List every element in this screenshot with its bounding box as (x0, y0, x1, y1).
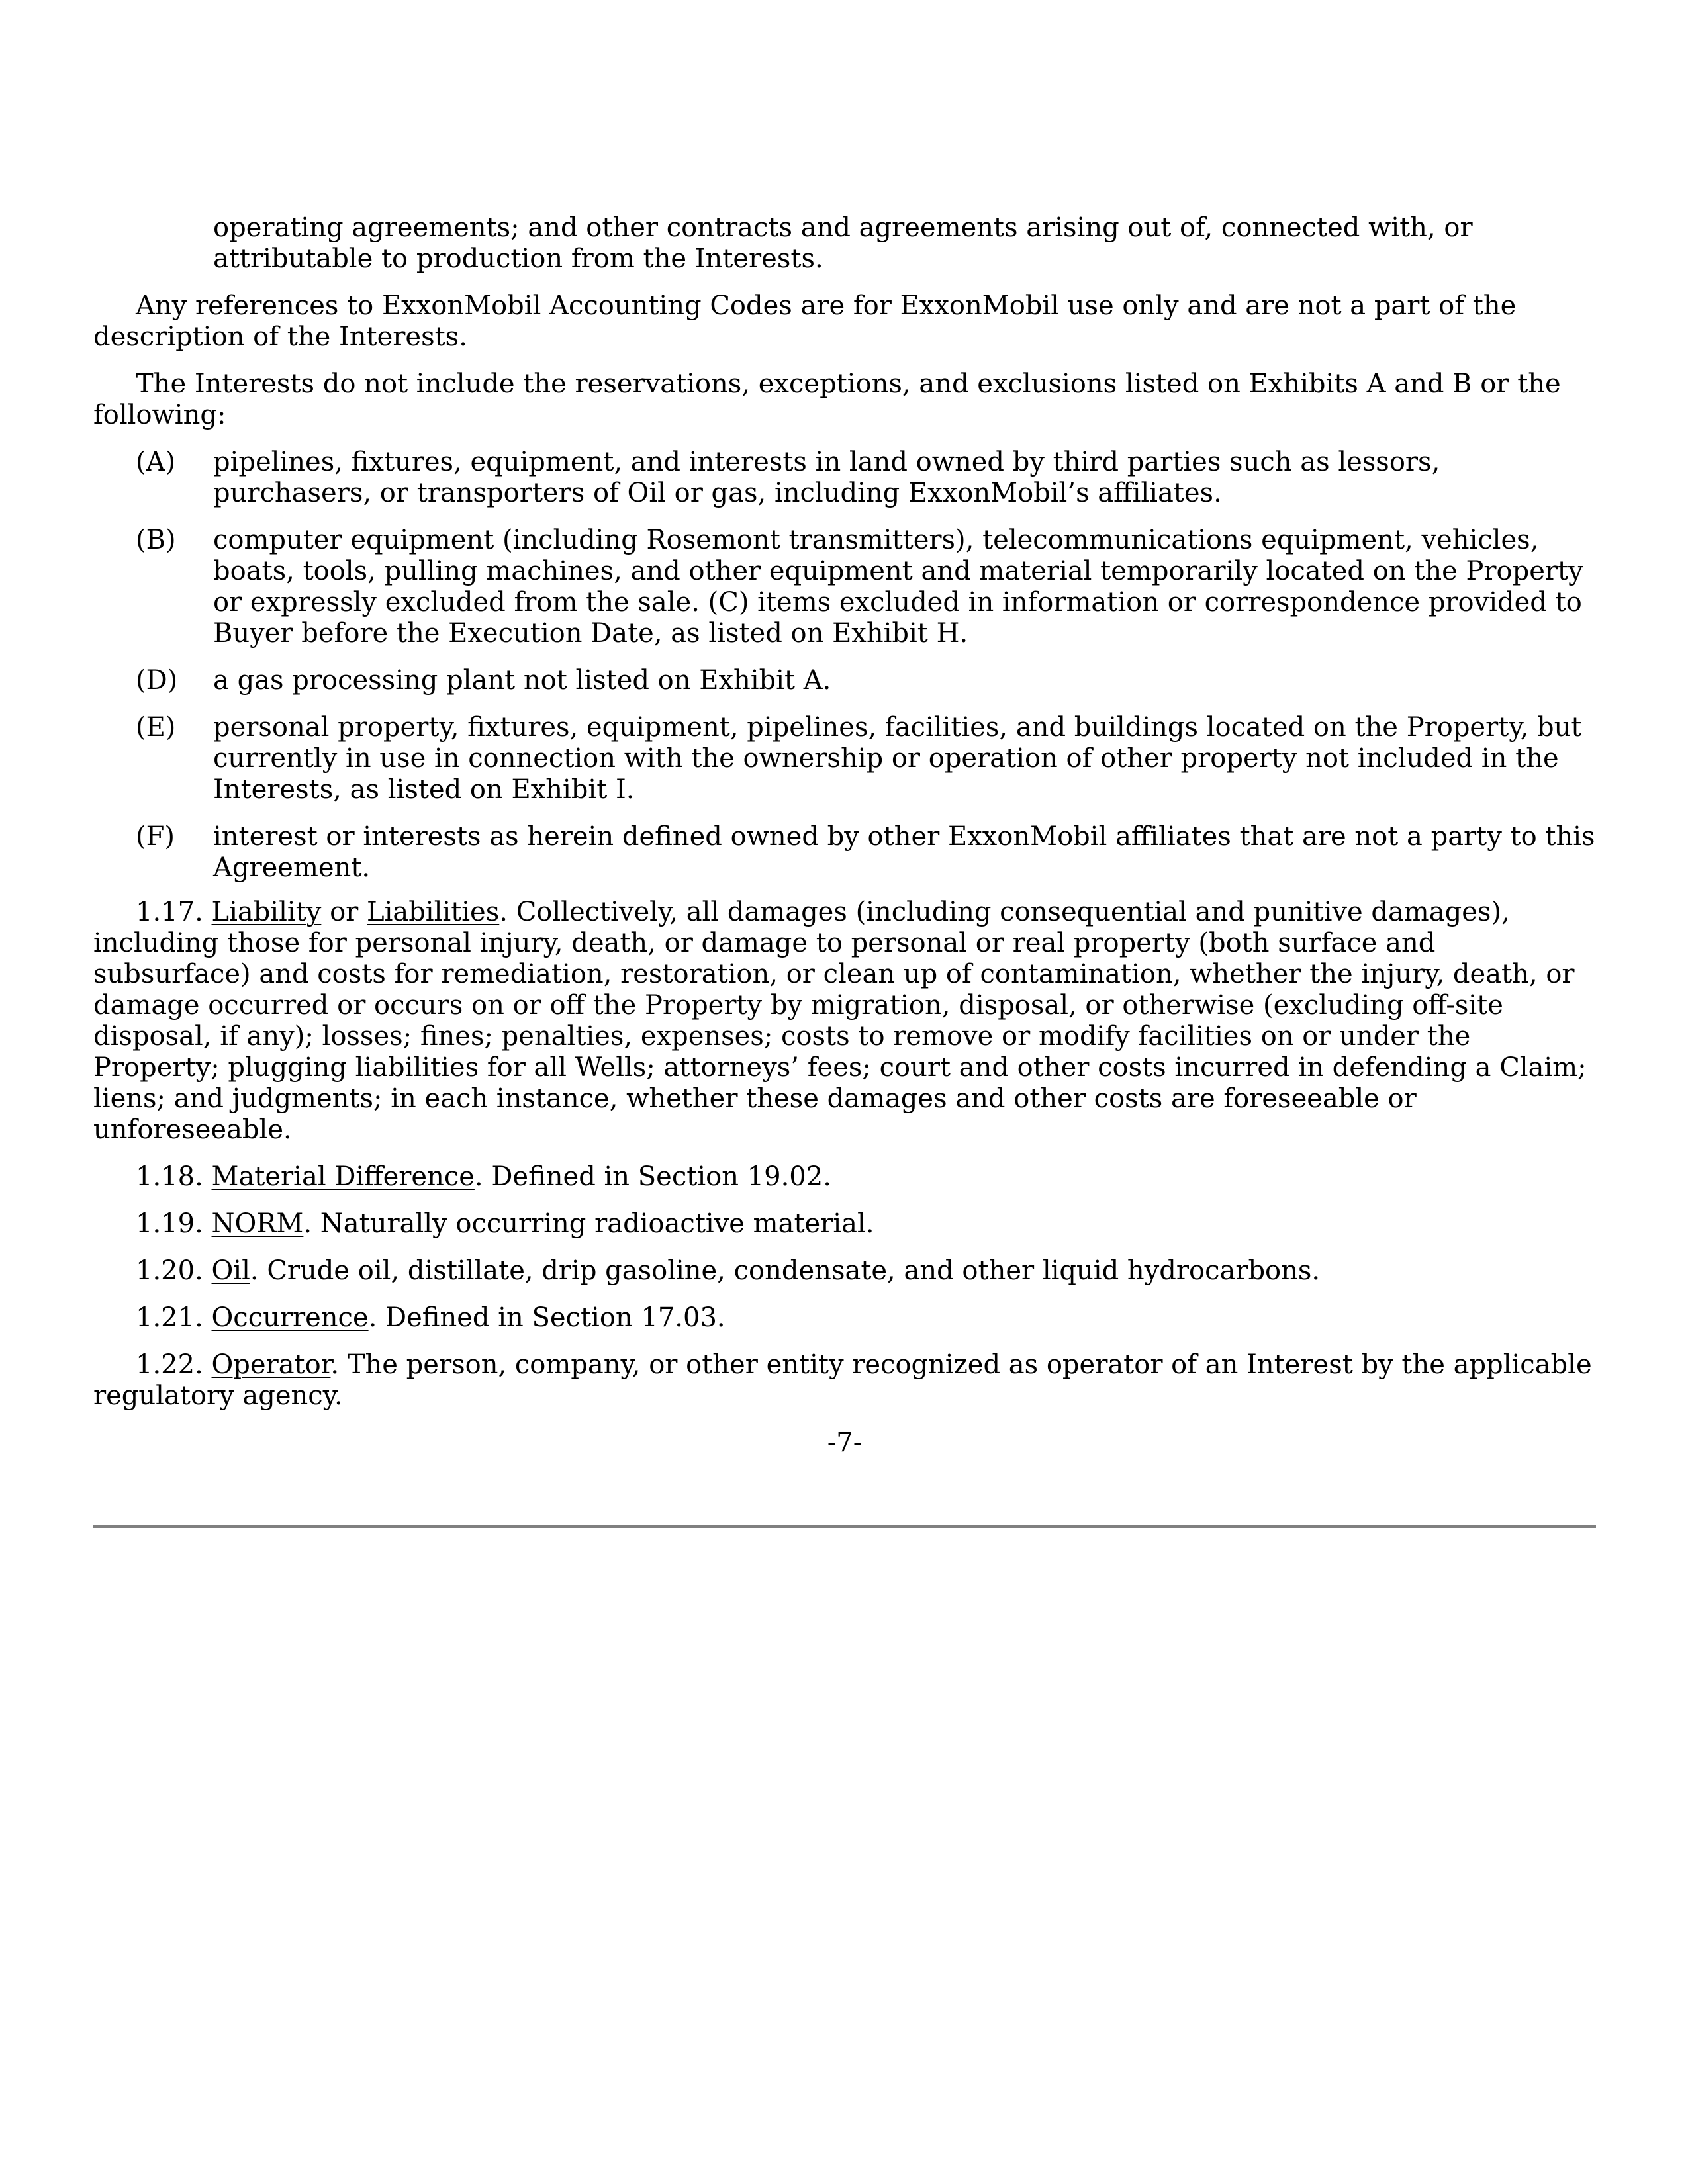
definition-connector: or (321, 897, 367, 927)
definition-1-19 (93, 1208, 1596, 1240)
exclusion-item-label: (B) (136, 525, 176, 555)
page-divider (93, 1525, 1596, 1528)
definition-number: 1.18. (136, 1161, 212, 1192)
exclusion-item-label: (F) (136, 821, 175, 852)
definition-text: . Crude oil, distillate, drip gasoline, condensate, and other liquid hydrocarbons. (250, 1255, 1321, 1286)
exclusion-item-text: computer equipment (including Rosemont transmitters), telecommunications equipment, vehicles, boats, tools, pulling machines, and other equipment and material temporarily located on the Property or expressly excluded from the sale. (C) items excluded in information or correspondence provided to Buyer before the Execution Date, as listed on Exhibit H. (213, 525, 1583, 649)
exclusion-item-text: pipelines, fixtures, equipment, and interests in land owned by third parties such as lessors, purchasers, or transporters of Oil or gas, including ExxonMobil’s affiliates. (213, 447, 1440, 508)
definition-text: . Naturally occurring radioactive material. (303, 1208, 874, 1239)
definition-term: NORM (211, 1208, 304, 1239)
definition-1-18 (93, 1161, 1596, 1193)
accounting-codes-paragraph: Any references to ExxonMobil Accounting Codes are for ExxonMobil use only and are not a part of the description of the Interests. (93, 291, 1517, 352)
exclusion-item-label: (E) (136, 712, 176, 743)
definition-text: . Defined in Section 17.03. (368, 1302, 726, 1333)
definition-term: Material Difference (211, 1161, 475, 1192)
definition-number: 1.20. (136, 1255, 212, 1286)
definition-text: . Collectively, all damages (including consequential and punitive damages), including those for personal injury, death, or damage to personal or real property (both surface and subsurface) and costs for remediation, restoration, or clean up of contamination, whether the injury, death, or damage occurred or occurs on or off the Property by migration, disposal, or otherwise (excluding off-site disposal, if any); losses; fines; penalties, expenses; costs to remove or modify facilities on or under the Property; plugging liabilities for all Wells; attorneys’ fees; court and other costs incurred in defending a Claim; liens; and judgments; in each instance, whether these damages and other costs are foreseeable or unforeseeable. (93, 897, 1587, 1145)
definition-text: . The person, company, or other entity recognized as operator of an Interest by the applicable regulatory agency. (93, 1349, 1592, 1411)
definition-term: Liabilities (367, 897, 500, 927)
exclusion-item-b (93, 525, 1596, 649)
exclusion-item-a (93, 447, 1596, 509)
definition-number: 1.22. (136, 1349, 212, 1380)
definition-1-21 (93, 1302, 1596, 1334)
page-number: -7- (827, 1428, 863, 1458)
exclusion-item-f (93, 821, 1596, 884)
exclusion-item-label: (D) (136, 665, 178, 696)
definition-term: Liability (211, 897, 322, 927)
definition-number: 1.19. (136, 1208, 212, 1239)
continuation-paragraph: operating agreements; and other contracts and agreements arising out of, connected with, or attributable to production from the Interests. (213, 212, 1473, 274)
definition-1-22 (93, 1349, 1596, 1412)
definition-term: Operator (211, 1349, 331, 1380)
exclusion-item-text: personal property, fixtures, equipment, pipelines, facilities, and buildings located on the Property, but currently in use in connection with the ownership or operation of other property not included in the Interests, as listed on Exhibit I. (213, 712, 1582, 805)
definition-number: 1.17. (136, 897, 212, 927)
definition-term: Occurrence (211, 1302, 369, 1333)
definition-term: Oil (211, 1255, 250, 1286)
exclusion-item-e (93, 712, 1596, 805)
definition-number: 1.21. (136, 1302, 212, 1333)
exclusion-item-text: a gas processing plant not listed on Exhibit A. (213, 665, 831, 696)
definition-text: . Defined in Section 19.02. (474, 1161, 831, 1192)
exclusion-item-d (93, 665, 1596, 696)
definition-1-17 (93, 897, 1596, 1146)
document-page (93, 212, 1596, 1459)
exclusion-item-label: (A) (136, 447, 176, 477)
exclusion-item-text: interest or interests as herein defined owned by other ExxonMobil affiliates that are not a party to this Agreement. (213, 821, 1595, 883)
definition-1-20 (93, 1255, 1596, 1287)
exclusions-paragraph: The Interests do not include the reservations, exceptions, and exclusions listed on Exhibits A and B or the following: (93, 369, 1561, 430)
